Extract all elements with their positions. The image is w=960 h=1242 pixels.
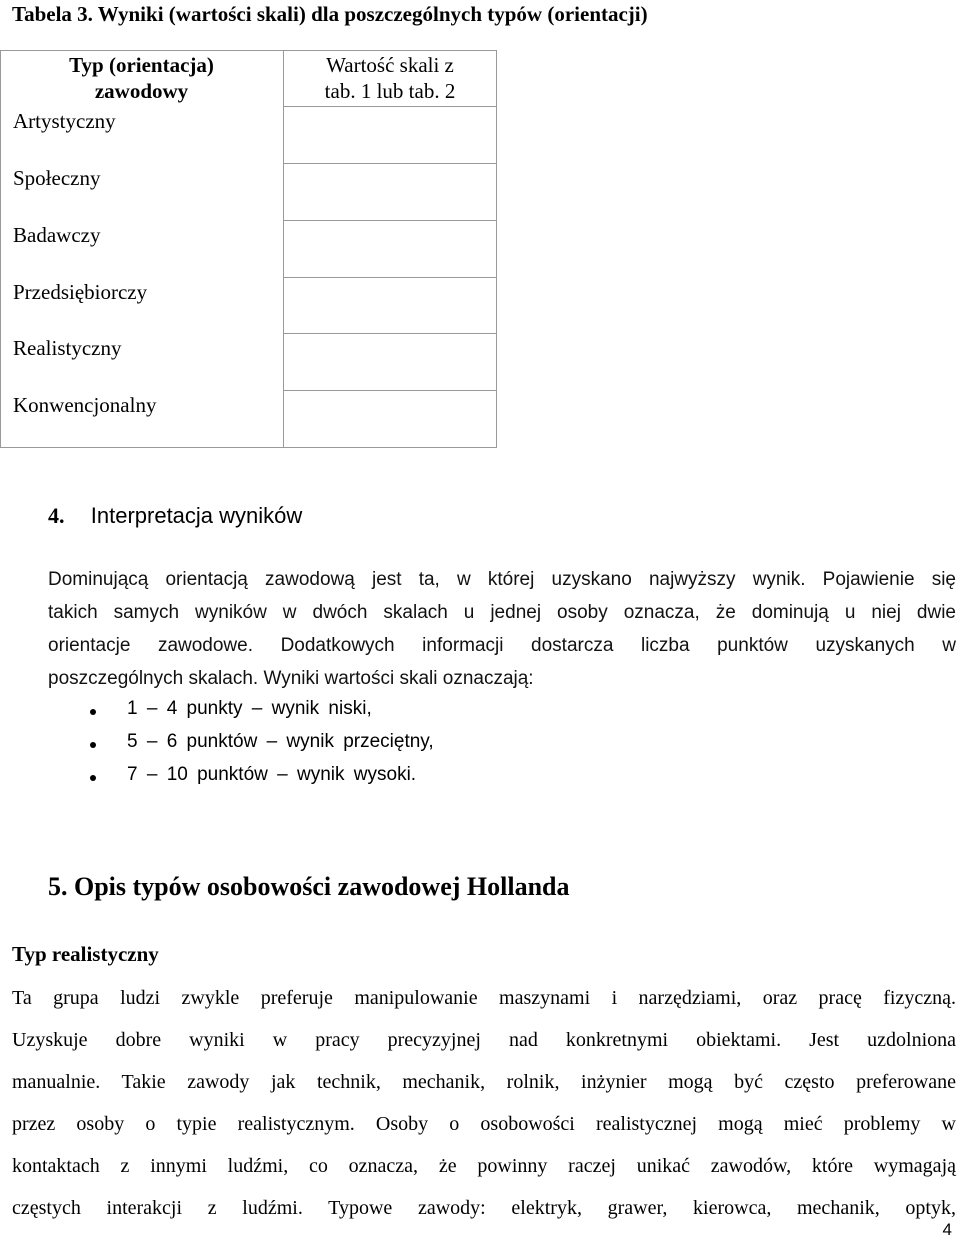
bullet-item: 1 – 4 punkty – wynik niski,: [127, 698, 372, 719]
table-row-label: Konwencjonalny: [13, 393, 157, 417]
section4-title: Interpretacja wyników: [90, 503, 303, 528]
table-header-type: [0, 52, 283, 104]
paragraph-line: takich samych wyników w dwóch skalach u jednej osoby oznacza, że dominują u niej dwie: [48, 602, 956, 623]
paragraph-line: Uzyskuje dobre wyniki w pracy precyzyjnej nad konkretnymi obiektami. Jest uzdolniona: [12, 1029, 956, 1051]
bullet-icon: [90, 709, 96, 715]
paragraph-line: orientacje zawodowe. Dodatkowych informacji dostarcza liczba punktów uzyskanych w: [48, 635, 956, 656]
bullet-item: 5 – 6 punktów – wynik przeciętny,: [127, 731, 434, 752]
header-value-line1: Wartość skali z: [326, 53, 454, 77]
section4-number: 4.: [48, 503, 65, 528]
results-table: [0, 50, 497, 447]
paragraph-line: częstych interakcji z ludźmi. Typowe zawody: elektryk, grawer, kierowca, mechanik, optyk,: [12, 1197, 956, 1219]
table-row-label: Realistyczny: [13, 336, 122, 360]
paragraph-line: kontaktach z innymi ludźmi, co oznacza, że powinny raczej unikać zawodów, które wymagają: [12, 1155, 956, 1177]
header-type-line2: zawodowy: [94, 79, 189, 103]
section4-heading: [48, 503, 302, 529]
paragraph-line: Ta grupa ludzi zwykle preferuje manipulowanie maszynami i narzędziami, oraz pracę fizyczną.: [12, 987, 956, 1009]
page-number: 4: [942, 1220, 952, 1239]
paragraph-line: Dominującą orientacją zawodową jest ta, w której uzyskano najwyższy wynik. Pojawienie się: [48, 569, 956, 590]
bullet-icon: [90, 742, 96, 748]
table-row-label: Przedsiębiorczy: [13, 280, 148, 304]
bullet-icon: [90, 775, 96, 781]
table-header-value: [284, 52, 496, 104]
table-row-label: Badawczy: [13, 223, 101, 247]
bullet-item: 7 – 10 punktów – wynik wysoki.: [127, 764, 417, 785]
paragraph-line: manualnie. Takie zawody jak technik, mechanik, rolnik, inżynier mogą być często preferowane: [12, 1071, 956, 1093]
header-type-line1: Typ (orientacja): [69, 53, 214, 77]
table-row-label: Społeczny: [13, 166, 101, 190]
paragraph-line: poszczególnych skalach. Wyniki wartości skali oznaczają:: [48, 668, 534, 689]
type-subheading: Typ realistyczny: [12, 942, 159, 966]
section4-paragraph: [48, 563, 956, 695]
header-value-line2: tab. 1 lub tab. 2: [324, 79, 456, 103]
paragraph-line: przez osoby o typie realistycznym. Osoby o osobowości realistycznej mogą mieć problemy w: [12, 1113, 956, 1135]
section5-paragraph: [12, 977, 956, 1229]
table-row-label: Artystyczny: [13, 109, 116, 133]
section5-heading: 5. Opis typów osobowości zawodowej Hollanda: [48, 872, 570, 901]
table-caption: Tabela 3. Wyniki (wartości skali) dla poszczególnych typów (orientacji): [12, 2, 648, 26]
